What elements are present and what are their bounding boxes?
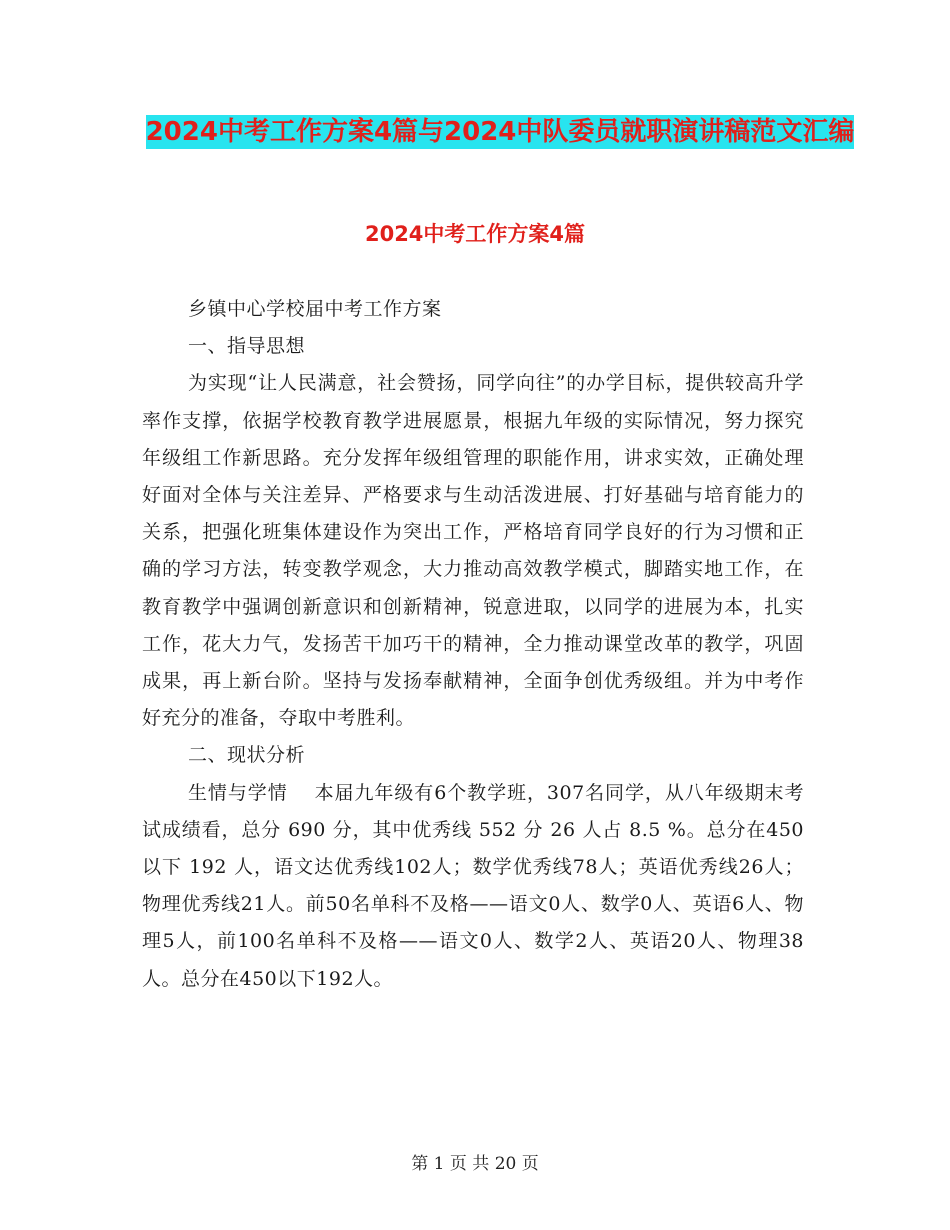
document-body — [142, 291, 804, 998]
paragraph: 乡镇中心学校届中考工作方案 — [188, 298, 442, 320]
paragraph: 为实现“让人民满意，社会赞扬，同学向往”的办学目标，提供较高升学率作支撑，依据学校教育教学进展愿景，根据九年级的实际情况，努力探究年级组工作新思路。充分发挥年级组管理的职能作用，讲求实效，正确处理好面对全体与关注差异、严格要求与生动活泼进展、打好基础与培育能力的关系，把强化班集体建设作为突出工作，严格培育同学良好的行为习惯和正确的学习方法，转变教学观念，大力推动高效教学模式，脚踏实地工作，在教育教学中强调创新意识和创新精神，锐意进取，以同学的进展为本，扎实工作，花大力气，发扬苦干加巧干的精神，全力推动课堂改革的教学，巩固成果，再上新台阶。坚持与发扬奉献精神，全面争创优秀级组。并为中考作好充分的准备，夺取中考胜利。 — [142, 372, 804, 730]
page-footer: 第 1 页 共 20 页 — [411, 1154, 539, 1174]
document-title — [120, 108, 880, 156]
paragraph: 生情与学情 本届九年级有6个教学班，307名同学，从八年级期末考试成绩看，总分 690 分，其中优秀线 552 分 26 人占 8.5 %。总分在450以下 192 人，语文达优秀线102人；数学优秀线78人；英语优秀线26人；物理优秀线21人。前50名单科不及格——语文0人、数学0人、英语6人、物理5人，前100名单科不及格——语文0人、数学2人、英语20人、物理38人。总分在450以下192人。 — [142, 781, 804, 990]
document-title-highlight: 2024中考工作方案4篇与2024中队委员就职演讲稿范文汇编 — [145, 117, 855, 147]
section-title: 2024中考工作方案4篇 — [364, 222, 586, 246]
paragraph: 二、现状分析 — [188, 744, 306, 767]
paragraph: 一、指导思想 — [188, 335, 306, 358]
